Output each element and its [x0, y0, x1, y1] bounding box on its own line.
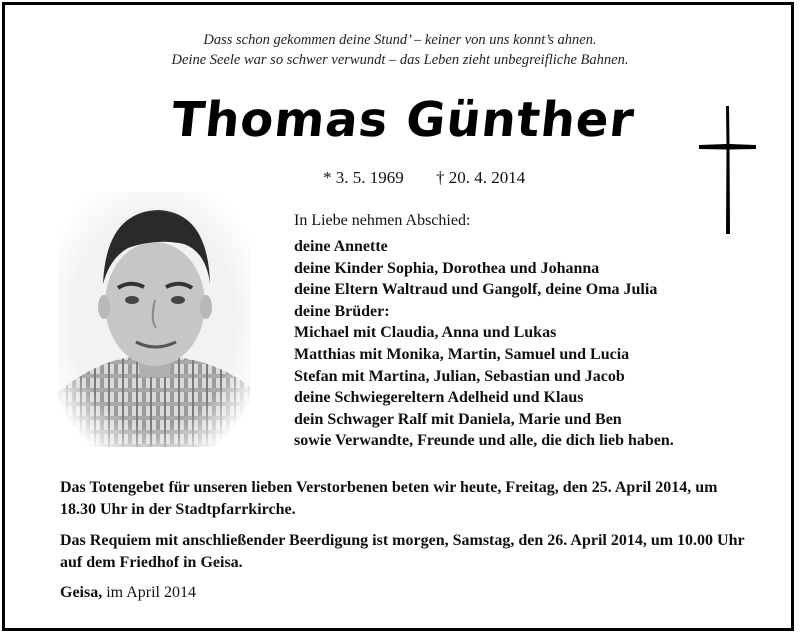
list-item: deine Annette: [294, 238, 388, 255]
portrait-photo: [58, 192, 250, 447]
verse-line-1: Dass schon gekommen deine Stund’ – keiner von uns konnt’s ahnen.: [203, 32, 597, 48]
closing-line: [60, 584, 196, 602]
deceased-name: Thomas Günther: [168, 92, 638, 148]
mourners-list: [294, 236, 674, 452]
list-item: deine Brüder:: [294, 302, 390, 320]
farewell-intro: In Liebe nehmen Abschied:: [294, 212, 471, 229]
list-item: sowie Verwandte, Freunde und alle, die dich lieb haben.: [294, 432, 674, 450]
list-item: Michael mit Claudia, Anna und Lukas: [294, 324, 557, 342]
list-item: Matthias mit Monika, Martin, Samuel und Lucia: [294, 345, 630, 363]
list-item: deine Eltern Waltraud und Gangolf, deine Oma Julia: [294, 281, 658, 299]
birth-date: * 3. 5. 1969: [323, 168, 404, 187]
requiem-notice: Das Requiem mit anschließender Beerdigung ist morgen, Samstag, den 26. April 2014, um 10.00 Uhr auf dem Friedhof in Geisa.: [60, 532, 745, 571]
death-date: † 20. 4. 2014: [436, 168, 526, 187]
verse: [0, 30, 800, 70]
list-item: Stefan mit Martina, Julian, Sebastian und Jacob: [294, 367, 625, 385]
cross-icon: [698, 104, 758, 236]
life-dates: [323, 168, 525, 188]
verse-line-2: Deine Seele war so schwer verwundt – das Leben zieht unbegreifliche Bahnen.: [171, 52, 629, 68]
closing-date: im April 2014: [106, 584, 196, 601]
closing-place: Geisa,: [60, 584, 103, 601]
list-item: deine Kinder Sophia, Dorothea und Johanna: [294, 259, 600, 277]
list-item: deine Schwiegereltern Adelheid und Klaus: [294, 389, 584, 407]
list-item: dein Schwager Ralf mit Daniela, Marie und Ben: [294, 410, 622, 428]
prayer-notice: Das Totengebet für unseren lieben Verstorbenen beten wir heute, Freitag, den 25. April 2014, um 18.30 Uhr in der Stadtpfarrkirche.: [60, 479, 718, 518]
